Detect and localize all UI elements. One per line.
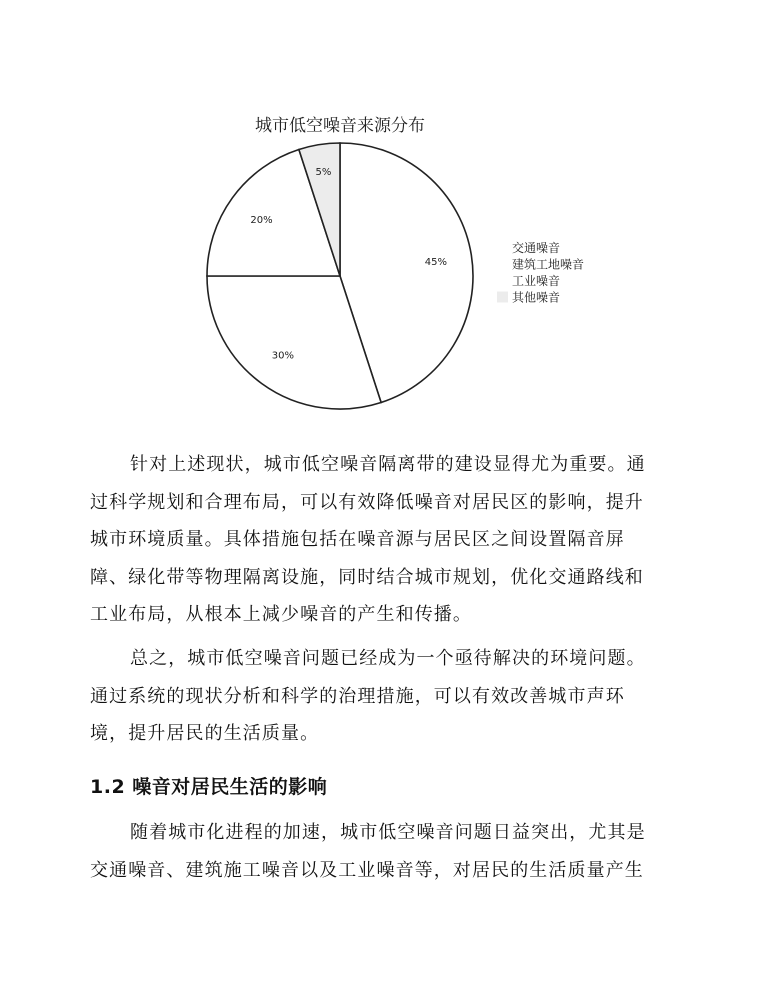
legend-label: 建筑工地噪音 (512, 257, 585, 272)
legend-label: 工业噪音 (512, 274, 561, 288)
pie-value-label: 20% (250, 214, 273, 226)
paragraph-line: 随着城市化进程的加速，城市低空噪音问题日益突出，尤其是 (130, 822, 646, 843)
paragraph-line: 针对上述现状，城市低空噪音隔离带的建设显得尤为重要。通 (130, 454, 646, 475)
paragraph-line: 总之，城市低空噪音问题已经成为一个亟待解决的环境问题。 (130, 648, 646, 669)
legend-swatch (497, 275, 508, 286)
paragraph-2 (90, 640, 680, 753)
noise-source-pie-chart (0, 0, 765, 430)
section-heading: 1.2 噪音对居民生活的影响 (90, 776, 328, 798)
paragraph-1 (90, 446, 680, 634)
paragraph-line: 工业布局，从根本上减少噪音的产生和传播。 (90, 604, 472, 625)
legend-swatch (497, 242, 508, 253)
pie-slices (207, 143, 473, 409)
pie-value-label: 30% (271, 350, 295, 362)
legend-label: 其他噪音 (512, 290, 561, 305)
legend-label: 交通噪音 (512, 241, 561, 255)
paragraph-line: 通过系统的现状分析和科学的治理措施，可以有效改善城市声环 (90, 685, 625, 707)
paragraph-3 (90, 814, 680, 889)
paragraph-line: 障、绿化带等物理隔离设施，同时结合城市规划，优化交通路线和 (90, 566, 644, 588)
pie-value-label: 5% (315, 166, 332, 178)
paragraph-line: 城市环境质量。具体措施包括在噪音源与居民区之间设置隔音屏 (90, 529, 625, 550)
paragraph-line: 交通噪音、建筑施工噪音以及工业噪音等，对居民的生活质量产生 (90, 859, 644, 881)
paragraph-line: 境，提升居民的生活质量。 (90, 723, 320, 744)
pie-value-label: 45% (424, 256, 448, 268)
chart-legend (497, 240, 584, 305)
legend-swatch (497, 259, 508, 270)
legend-swatch (497, 292, 508, 303)
paragraph-line: 过科学规划和合理布局，可以有效降低噪音对居民区的影响，提升 (90, 491, 644, 513)
chart-title: 城市低空噪音来源分布 (255, 116, 425, 136)
